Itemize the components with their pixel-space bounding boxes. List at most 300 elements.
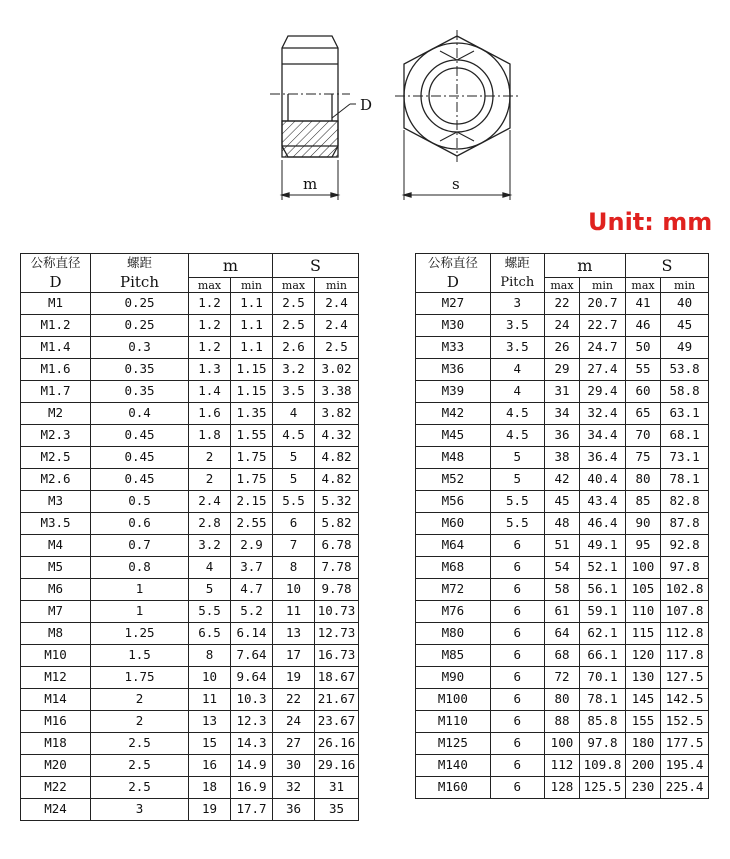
cell-s-max: 2.5 xyxy=(273,293,315,315)
header-s: S xyxy=(625,254,708,278)
header-s-max: max xyxy=(625,278,660,293)
cell-nominal: M3 xyxy=(21,491,91,513)
table-row xyxy=(21,381,359,403)
table-row xyxy=(21,755,359,777)
cell-s-min: 73.1 xyxy=(661,447,709,469)
cell-s-min: 4.32 xyxy=(315,425,359,447)
table-row xyxy=(416,469,709,491)
cell-nominal: M22 xyxy=(21,777,91,799)
cell-pitch: 6 xyxy=(490,755,544,777)
cell-s-max: 155 xyxy=(625,711,660,733)
cell-m-min: 1.35 xyxy=(231,403,273,425)
cell-m-max: 64 xyxy=(544,623,579,645)
table-row xyxy=(21,293,359,315)
cell-nominal: M2 xyxy=(21,403,91,425)
cell-nominal: M24 xyxy=(21,799,91,821)
cell-m-max: 16 xyxy=(189,755,231,777)
cell-pitch: 4.5 xyxy=(490,425,544,447)
cell-m-min: 40.4 xyxy=(580,469,626,491)
cell-m-min: 9.64 xyxy=(231,667,273,689)
cell-m-max: 68 xyxy=(544,645,579,667)
cell-s-max: 65 xyxy=(625,403,660,425)
cell-pitch: 2.5 xyxy=(91,755,189,777)
cell-s-min: 112.8 xyxy=(661,623,709,645)
cell-m-max: 2.8 xyxy=(189,513,231,535)
cell-m-max: 4 xyxy=(189,557,231,579)
cell-m-max: 5.5 xyxy=(189,601,231,623)
cell-nominal: M4 xyxy=(21,535,91,557)
table-row xyxy=(416,315,709,337)
cell-pitch: 6 xyxy=(490,535,544,557)
cell-pitch: 0.25 xyxy=(91,315,189,337)
cell-s-min: 5.32 xyxy=(315,491,359,513)
cell-nominal: M110 xyxy=(416,711,491,733)
cell-s-min: 7.78 xyxy=(315,557,359,579)
cell-m-max: 5 xyxy=(189,579,231,601)
cell-m-max: 1.3 xyxy=(189,359,231,381)
cell-pitch: 2.5 xyxy=(91,733,189,755)
cell-s-min: 4.82 xyxy=(315,469,359,491)
cell-pitch: 6 xyxy=(490,777,544,799)
cell-s-min: 5.82 xyxy=(315,513,359,535)
cell-m-min: 125.5 xyxy=(580,777,626,799)
cell-s-max: 41 xyxy=(625,293,660,315)
cell-m-min: 97.8 xyxy=(580,733,626,755)
cell-pitch: 1.25 xyxy=(91,623,189,645)
cell-nominal: M39 xyxy=(416,381,491,403)
cell-pitch: 3.5 xyxy=(490,337,544,359)
cell-nominal: M90 xyxy=(416,667,491,689)
header-nominal-en: D xyxy=(416,273,491,293)
cell-pitch: 6 xyxy=(490,733,544,755)
cell-m-max: 72 xyxy=(544,667,579,689)
table-row xyxy=(416,337,709,359)
cell-s-min: 152.5 xyxy=(661,711,709,733)
table-row xyxy=(416,359,709,381)
cell-m-min: 32.4 xyxy=(580,403,626,425)
cell-m-max: 51 xyxy=(544,535,579,557)
cell-s-min: 29.16 xyxy=(315,755,359,777)
header-m-min: min xyxy=(580,278,626,293)
cell-s-min: 18.67 xyxy=(315,667,359,689)
cell-pitch: 6 xyxy=(490,711,544,733)
table-row xyxy=(416,491,709,513)
header-s: S xyxy=(273,254,359,278)
cell-pitch: 3 xyxy=(490,293,544,315)
table-row xyxy=(416,579,709,601)
header-s-min: min xyxy=(661,278,709,293)
cell-m-max: 1.6 xyxy=(189,403,231,425)
cell-m-max: 18 xyxy=(189,777,231,799)
cell-m-min: 7.64 xyxy=(231,645,273,667)
table-row xyxy=(21,711,359,733)
cell-m-max: 22 xyxy=(544,293,579,315)
table-row xyxy=(21,799,359,821)
spec-table-right xyxy=(415,253,709,799)
cell-s-min: 49 xyxy=(661,337,709,359)
cell-m-min: 1.15 xyxy=(231,359,273,381)
hex-nut-drawing xyxy=(0,0,730,240)
cell-pitch: 1.75 xyxy=(91,667,189,689)
cell-m-min: 22.7 xyxy=(580,315,626,337)
cell-s-max: 130 xyxy=(625,667,660,689)
cell-nominal: M100 xyxy=(416,689,491,711)
table-row xyxy=(21,601,359,623)
table-row xyxy=(21,623,359,645)
cell-s-max: 6 xyxy=(273,513,315,535)
unit-label: Unit: mm xyxy=(588,208,713,236)
cell-m-max: 10 xyxy=(189,667,231,689)
cell-s-min: 3.38 xyxy=(315,381,359,403)
cell-pitch: 0.6 xyxy=(91,513,189,535)
cell-pitch: 1 xyxy=(91,579,189,601)
cell-m-max: 19 xyxy=(189,799,231,821)
cell-m-max: 26 xyxy=(544,337,579,359)
cell-m-max: 31 xyxy=(544,381,579,403)
cell-pitch: 6 xyxy=(490,667,544,689)
cell-nominal: M85 xyxy=(416,645,491,667)
cell-s-max: 22 xyxy=(273,689,315,711)
cell-s-min: 92.8 xyxy=(661,535,709,557)
cell-m-max: 29 xyxy=(544,359,579,381)
cell-s-min: 58.8 xyxy=(661,381,709,403)
cell-m-min: 1.1 xyxy=(231,315,273,337)
cell-m-max: 1.4 xyxy=(189,381,231,403)
cell-pitch: 2.5 xyxy=(91,777,189,799)
cell-s-min: 68.1 xyxy=(661,425,709,447)
cell-pitch: 5 xyxy=(490,447,544,469)
cell-s-max: 3.2 xyxy=(273,359,315,381)
cell-nominal: M18 xyxy=(21,733,91,755)
cell-pitch: 6 xyxy=(490,579,544,601)
cell-m-min: 109.8 xyxy=(580,755,626,777)
table-row xyxy=(21,667,359,689)
table-row xyxy=(21,403,359,425)
table-row xyxy=(21,359,359,381)
cell-pitch: 0.45 xyxy=(91,425,189,447)
cell-s-max: 32 xyxy=(273,777,315,799)
table-row xyxy=(21,513,359,535)
header-pitch-en: Pitch xyxy=(490,273,544,293)
cell-s-max: 5 xyxy=(273,447,315,469)
cell-s-min: 9.78 xyxy=(315,579,359,601)
cell-nominal: M36 xyxy=(416,359,491,381)
cell-s-max: 19 xyxy=(273,667,315,689)
cell-m-min: 2.15 xyxy=(231,491,273,513)
cell-m-min: 24.7 xyxy=(580,337,626,359)
header-pitch-en: Pitch xyxy=(91,273,189,293)
cell-s-max: 13 xyxy=(273,623,315,645)
cell-nominal: M125 xyxy=(416,733,491,755)
cell-s-max: 100 xyxy=(625,557,660,579)
cell-m-min: 2.55 xyxy=(231,513,273,535)
cell-s-min: 78.1 xyxy=(661,469,709,491)
cell-m-min: 36.4 xyxy=(580,447,626,469)
label-s: s xyxy=(452,175,460,193)
table-row xyxy=(416,667,709,689)
cell-m-max: 15 xyxy=(189,733,231,755)
cell-s-max: 11 xyxy=(273,601,315,623)
cell-pitch: 2 xyxy=(91,689,189,711)
cell-m-min: 10.3 xyxy=(231,689,273,711)
table-row xyxy=(416,557,709,579)
cell-nominal: M80 xyxy=(416,623,491,645)
cell-s-max: 50 xyxy=(625,337,660,359)
cell-m-min: 52.1 xyxy=(580,557,626,579)
table-row xyxy=(21,689,359,711)
cell-s-min: 87.8 xyxy=(661,513,709,535)
cell-m-max: 36 xyxy=(544,425,579,447)
cell-pitch: 0.3 xyxy=(91,337,189,359)
cell-pitch: 3.5 xyxy=(490,315,544,337)
header-m: m xyxy=(544,254,625,278)
spec-table-left xyxy=(20,253,359,821)
header-m-max: max xyxy=(189,278,231,293)
cell-m-min: 1.75 xyxy=(231,469,273,491)
cell-s-min: 3.82 xyxy=(315,403,359,425)
cell-s-min: 35 xyxy=(315,799,359,821)
cell-nominal: M1.4 xyxy=(21,337,91,359)
cell-m-max: 1.2 xyxy=(189,315,231,337)
cell-m-min: 1.55 xyxy=(231,425,273,447)
cell-s-max: 36 xyxy=(273,799,315,821)
table-row xyxy=(416,381,709,403)
cell-nominal: M8 xyxy=(21,623,91,645)
table-row xyxy=(21,579,359,601)
cell-nominal: M16 xyxy=(21,711,91,733)
cell-m-min: 49.1 xyxy=(580,535,626,557)
table-row xyxy=(416,293,709,315)
cell-nominal: M45 xyxy=(416,425,491,447)
cell-pitch: 0.35 xyxy=(91,381,189,403)
cell-m-max: 13 xyxy=(189,711,231,733)
header-nominal-cn: 公称直径 xyxy=(21,254,91,274)
header-m-max: max xyxy=(544,278,579,293)
cell-nominal: M1.2 xyxy=(21,315,91,337)
header-m-min: min xyxy=(231,278,273,293)
cell-pitch: 4 xyxy=(490,381,544,403)
cell-s-min: 31 xyxy=(315,777,359,799)
cell-s-min: 23.67 xyxy=(315,711,359,733)
cell-s-min: 40 xyxy=(661,293,709,315)
cell-s-max: 90 xyxy=(625,513,660,535)
cell-m-max: 6.5 xyxy=(189,623,231,645)
cell-m-max: 8 xyxy=(189,645,231,667)
table-row xyxy=(416,623,709,645)
cell-m-max: 3.2 xyxy=(189,535,231,557)
cell-m-min: 43.4 xyxy=(580,491,626,513)
cell-pitch: 0.45 xyxy=(91,447,189,469)
cell-m-min: 78.1 xyxy=(580,689,626,711)
table-row xyxy=(21,491,359,513)
cell-m-max: 88 xyxy=(544,711,579,733)
cell-m-max: 45 xyxy=(544,491,579,513)
cell-pitch: 0.25 xyxy=(91,293,189,315)
cell-s-min: 2.4 xyxy=(315,315,359,337)
cell-nominal: M60 xyxy=(416,513,491,535)
cell-s-min: 63.1 xyxy=(661,403,709,425)
header-nominal-en: D xyxy=(21,273,91,293)
cell-pitch: 4.5 xyxy=(490,403,544,425)
cell-s-max: 17 xyxy=(273,645,315,667)
cell-m-min: 34.4 xyxy=(580,425,626,447)
cell-s-max: 60 xyxy=(625,381,660,403)
table-row xyxy=(21,337,359,359)
cell-s-min: 107.8 xyxy=(661,601,709,623)
cell-nominal: M56 xyxy=(416,491,491,513)
cell-m-min: 20.7 xyxy=(580,293,626,315)
cell-m-min: 2.9 xyxy=(231,535,273,557)
cell-m-max: 24 xyxy=(544,315,579,337)
cell-s-max: 145 xyxy=(625,689,660,711)
cell-nominal: M1 xyxy=(21,293,91,315)
cell-pitch: 3 xyxy=(91,799,189,821)
cell-m-max: 11 xyxy=(189,689,231,711)
cell-s-max: 95 xyxy=(625,535,660,557)
header-s-min: min xyxy=(315,278,359,293)
cell-s-max: 30 xyxy=(273,755,315,777)
cell-m-min: 14.3 xyxy=(231,733,273,755)
cell-nominal: M12 xyxy=(21,667,91,689)
cell-nominal: M10 xyxy=(21,645,91,667)
table-row xyxy=(416,403,709,425)
cell-m-max: 2 xyxy=(189,447,231,469)
table-row xyxy=(21,733,359,755)
cell-pitch: 0.7 xyxy=(91,535,189,557)
table-row xyxy=(416,755,709,777)
cell-m-min: 14.9 xyxy=(231,755,273,777)
cell-m-max: 38 xyxy=(544,447,579,469)
cell-s-max: 230 xyxy=(625,777,660,799)
cell-s-min: 82.8 xyxy=(661,491,709,513)
cell-pitch: 6 xyxy=(490,601,544,623)
table-row xyxy=(416,425,709,447)
cell-s-max: 3.5 xyxy=(273,381,315,403)
header-m: m xyxy=(189,254,273,278)
cell-m-min: 1.1 xyxy=(231,293,273,315)
cell-nominal: M76 xyxy=(416,601,491,623)
cell-nominal: M1.7 xyxy=(21,381,91,403)
header-pitch-cn: 螺距 xyxy=(490,254,544,274)
table-row xyxy=(416,733,709,755)
cell-s-max: 115 xyxy=(625,623,660,645)
cell-nominal: M72 xyxy=(416,579,491,601)
cell-m-min: 3.7 xyxy=(231,557,273,579)
cell-nominal: M30 xyxy=(416,315,491,337)
table-row xyxy=(416,645,709,667)
cell-s-max: 180 xyxy=(625,733,660,755)
cell-m-max: 1.2 xyxy=(189,337,231,359)
cell-s-max: 8 xyxy=(273,557,315,579)
table-row xyxy=(21,645,359,667)
cell-m-min: 62.1 xyxy=(580,623,626,645)
cell-m-min: 12.3 xyxy=(231,711,273,733)
cell-m-max: 2 xyxy=(189,469,231,491)
cell-s-min: 2.4 xyxy=(315,293,359,315)
cell-m-max: 54 xyxy=(544,557,579,579)
cell-m-min: 16.9 xyxy=(231,777,273,799)
cell-pitch: 6 xyxy=(490,645,544,667)
table-row xyxy=(21,535,359,557)
cell-s-max: 4.5 xyxy=(273,425,315,447)
cell-pitch: 5 xyxy=(490,469,544,491)
cell-pitch: 5.5 xyxy=(490,491,544,513)
cell-s-max: 24 xyxy=(273,711,315,733)
label-d: D xyxy=(360,96,373,114)
cell-s-min: 3.02 xyxy=(315,359,359,381)
cell-nominal: M42 xyxy=(416,403,491,425)
table-row xyxy=(416,601,709,623)
cell-s-max: 85 xyxy=(625,491,660,513)
table-row xyxy=(21,447,359,469)
cell-m-min: 4.7 xyxy=(231,579,273,601)
cell-s-max: 27 xyxy=(273,733,315,755)
cell-nominal: M27 xyxy=(416,293,491,315)
cell-nominal: M7 xyxy=(21,601,91,623)
cell-s-max: 70 xyxy=(625,425,660,447)
cell-nominal: M5 xyxy=(21,557,91,579)
cell-s-min: 97.8 xyxy=(661,557,709,579)
cell-m-min: 27.4 xyxy=(580,359,626,381)
cell-nominal: M68 xyxy=(416,557,491,579)
cell-m-min: 1.15 xyxy=(231,381,273,403)
cell-s-max: 110 xyxy=(625,601,660,623)
cell-s-max: 120 xyxy=(625,645,660,667)
cell-pitch: 0.5 xyxy=(91,491,189,513)
cell-s-min: 177.5 xyxy=(661,733,709,755)
cell-s-min: 16.73 xyxy=(315,645,359,667)
cell-pitch: 2 xyxy=(91,711,189,733)
table-row xyxy=(416,535,709,557)
cell-s-min: 21.67 xyxy=(315,689,359,711)
cell-nominal: M6 xyxy=(21,579,91,601)
cell-s-max: 5 xyxy=(273,469,315,491)
cell-s-max: 55 xyxy=(625,359,660,381)
cell-m-max: 100 xyxy=(544,733,579,755)
cell-s-max: 75 xyxy=(625,447,660,469)
cell-m-max: 128 xyxy=(544,777,579,799)
cell-m-min: 85.8 xyxy=(580,711,626,733)
cell-m-max: 58 xyxy=(544,579,579,601)
cell-nominal: M2.3 xyxy=(21,425,91,447)
cell-pitch: 0.35 xyxy=(91,359,189,381)
cell-m-min: 1.1 xyxy=(231,337,273,359)
cell-pitch: 5.5 xyxy=(490,513,544,535)
cell-pitch: 0.8 xyxy=(91,557,189,579)
cell-m-min: 5.2 xyxy=(231,601,273,623)
cell-s-min: 12.73 xyxy=(315,623,359,645)
cell-nominal: M52 xyxy=(416,469,491,491)
cell-m-max: 2.4 xyxy=(189,491,231,513)
cell-s-min: 53.8 xyxy=(661,359,709,381)
cell-s-min: 4.82 xyxy=(315,447,359,469)
cell-s-min: 10.73 xyxy=(315,601,359,623)
table-row xyxy=(21,425,359,447)
cell-m-max: 1.8 xyxy=(189,425,231,447)
cell-m-max: 80 xyxy=(544,689,579,711)
cell-s-max: 80 xyxy=(625,469,660,491)
cell-nominal: M2.6 xyxy=(21,469,91,491)
table-row xyxy=(416,447,709,469)
cell-nominal: M1.6 xyxy=(21,359,91,381)
cell-s-min: 117.8 xyxy=(661,645,709,667)
table-row xyxy=(416,689,709,711)
cell-s-min: 142.5 xyxy=(661,689,709,711)
cell-s-min: 102.8 xyxy=(661,579,709,601)
cell-m-min: 6.14 xyxy=(231,623,273,645)
cell-nominal: M33 xyxy=(416,337,491,359)
cell-pitch: 0.4 xyxy=(91,403,189,425)
